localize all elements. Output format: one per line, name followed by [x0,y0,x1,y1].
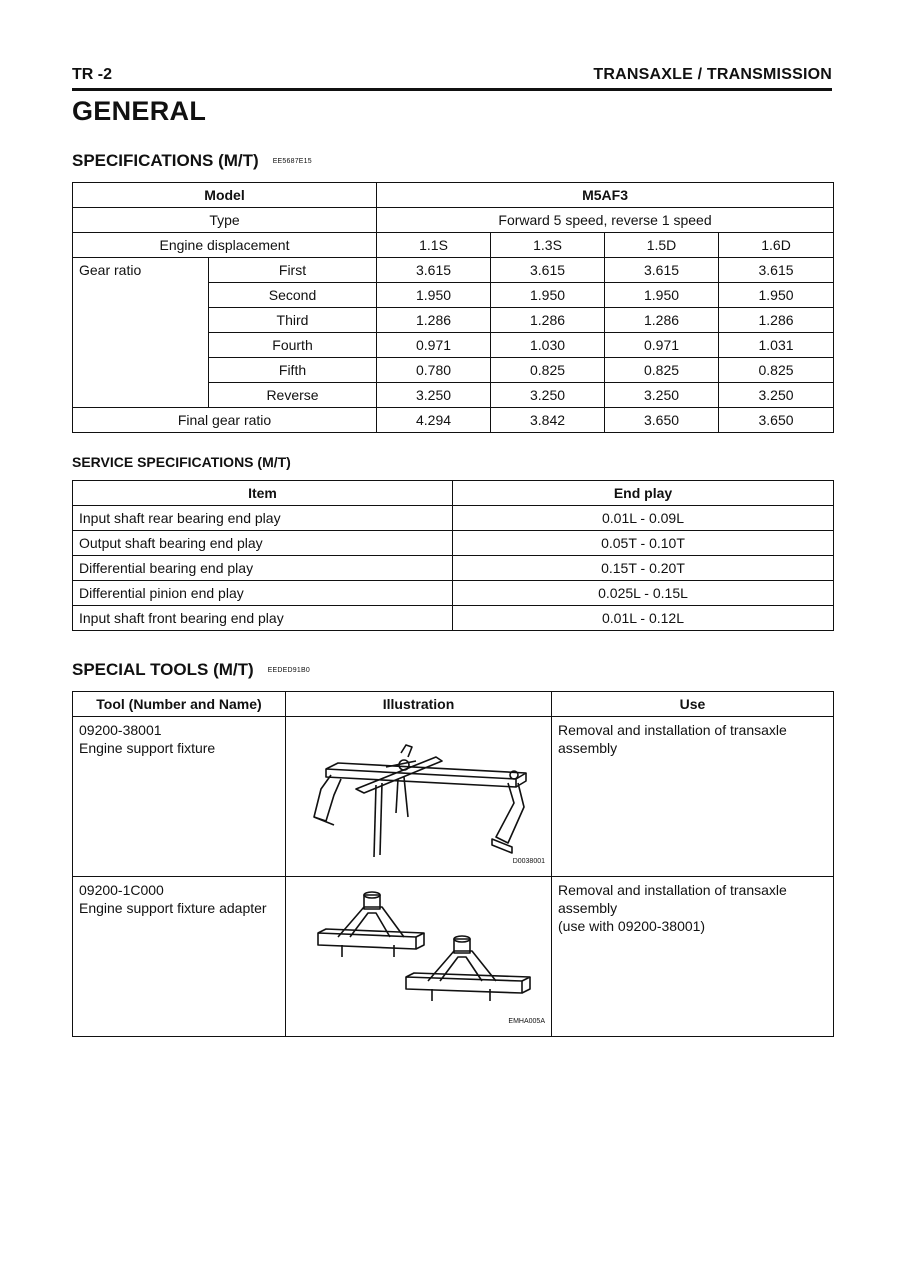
specifications-code: EE5687E15 [272,158,312,166]
gear-name: Third [209,308,377,333]
section-name: TRANSAXLE / TRANSMISSION [593,66,832,83]
service-table [72,480,834,631]
model-value: M5AF3 [377,183,834,208]
table-row [73,183,834,208]
end-play-cell: 0.01L - 0.12L [453,606,834,631]
end-play-cell: 0.05T - 0.10T [453,531,834,556]
gear-name: Reverse [209,383,377,408]
gear-name: Second [209,283,377,308]
ratio-cell: 3.615 [491,258,605,283]
item-cell: Input shaft rear bearing end play [73,506,453,531]
final-ratio-cell: 3.842 [491,408,605,433]
end-play-cell: 0.15T - 0.20T [453,556,834,581]
item-cell: Differential pinion end play [73,581,453,606]
ratio-cell: 1.031 [719,333,834,358]
illustration-cell [286,877,552,1037]
ratio-cell: 0.825 [605,358,719,383]
end-play-cell: 0.01L - 0.09L [453,506,834,531]
table-row [73,481,834,506]
table-row [73,233,834,258]
specifications-heading-text: SPECIFICATIONS (M/T) [72,151,259,170]
ratio-cell: 1.950 [605,283,719,308]
type-value: Forward 5 speed, reverse 1 speed [377,208,834,233]
fixture-adapter-illustration [286,877,552,1032]
illustration-code: D0038001 [512,858,545,865]
special-tools-table [72,691,834,1037]
displacement-label: Engine displacement [73,233,377,258]
ratio-cell: 1.030 [491,333,605,358]
final-ratio-label: Final gear ratio [73,408,377,433]
ratio-cell: 3.250 [491,383,605,408]
ratio-cell: 1.286 [719,308,834,333]
illustration-cell [286,717,552,877]
table-row [73,692,834,717]
end-play-header: End play [453,481,834,506]
specifications-table [72,182,834,433]
gear-ratio-label: Gear ratio [73,258,209,408]
specifications-heading [72,151,312,171]
item-cell: Output shaft bearing end play [73,531,453,556]
ratio-cell: 1.950 [719,283,834,308]
tool-header: Tool (Number and Name) [73,692,286,717]
ratio-cell: 0.971 [377,333,491,358]
ratio-cell: 0.825 [719,358,834,383]
use-note: (use with 09200-38001) [558,918,706,934]
displacement-cell: 1.5D [605,233,719,258]
ratio-cell: 1.950 [377,283,491,308]
ratio-cell: 3.615 [377,258,491,283]
ratio-cell: 0.825 [491,358,605,383]
ratio-cell: 3.250 [605,383,719,408]
table-row [73,556,834,581]
tool-cell [73,877,286,1037]
item-cell: Input shaft front bearing end play [73,606,453,631]
table-row [73,506,834,531]
tool-cell [73,717,286,877]
ratio-cell: 1.286 [605,308,719,333]
page-title: GENERAL [72,96,207,126]
item-header: Item [73,481,453,506]
ratio-cell: 1.286 [377,308,491,333]
table-row [73,581,834,606]
tools-heading [72,660,310,680]
use-header: Use [552,692,834,717]
tool-name: Engine support fixture [79,740,216,756]
ratio-cell: 0.971 [605,333,719,358]
tools-code: EEDED91B0 [267,667,310,675]
ratio-cell: 0.780 [377,358,491,383]
gear-name: Fourth [209,333,377,358]
final-ratio-cell: 3.650 [719,408,834,433]
ratio-cell: 1.286 [491,308,605,333]
table-row [73,531,834,556]
model-label: Model [73,183,377,208]
table-row [73,208,834,233]
table-row [73,408,834,433]
page-number: TR -2 [72,66,112,83]
ratio-cell: 3.615 [605,258,719,283]
final-ratio-cell: 3.650 [605,408,719,433]
illustration-header: Illustration [286,692,552,717]
tool-number: 09200-1C000 [79,882,164,898]
displacement-cell: 1.6D [719,233,834,258]
service-heading: SERVICE SPECIFICATIONS (M/T) [72,454,291,470]
tool-name: Engine support fixture adapter [79,900,267,916]
use-text: Removal and installation of transaxle assembly [558,882,787,916]
table-row [73,258,834,283]
use-cell: Removal and installation of transaxle assembly [552,717,834,877]
tool-number: 09200-38001 [79,722,162,738]
ratio-cell: 3.250 [719,383,834,408]
page-header [72,66,832,91]
tools-heading-text: SPECIAL TOOLS (M/T) [72,660,254,679]
use-cell [552,877,834,1037]
table-row [73,606,834,631]
table-row [73,877,834,1037]
engine-support-fixture-illustration [286,717,552,872]
table-row [73,717,834,877]
final-ratio-cell: 4.294 [377,408,491,433]
ratio-cell: 1.950 [491,283,605,308]
gear-name: Fifth [209,358,377,383]
illustration-code: EMHA005A [508,1018,545,1025]
end-play-cell: 0.025L - 0.15L [453,581,834,606]
displacement-cell: 1.3S [491,233,605,258]
gear-name: First [209,258,377,283]
type-label: Type [73,208,377,233]
item-cell: Differential bearing end play [73,556,453,581]
ratio-cell: 3.250 [377,383,491,408]
displacement-cell: 1.1S [377,233,491,258]
ratio-cell: 3.615 [719,258,834,283]
